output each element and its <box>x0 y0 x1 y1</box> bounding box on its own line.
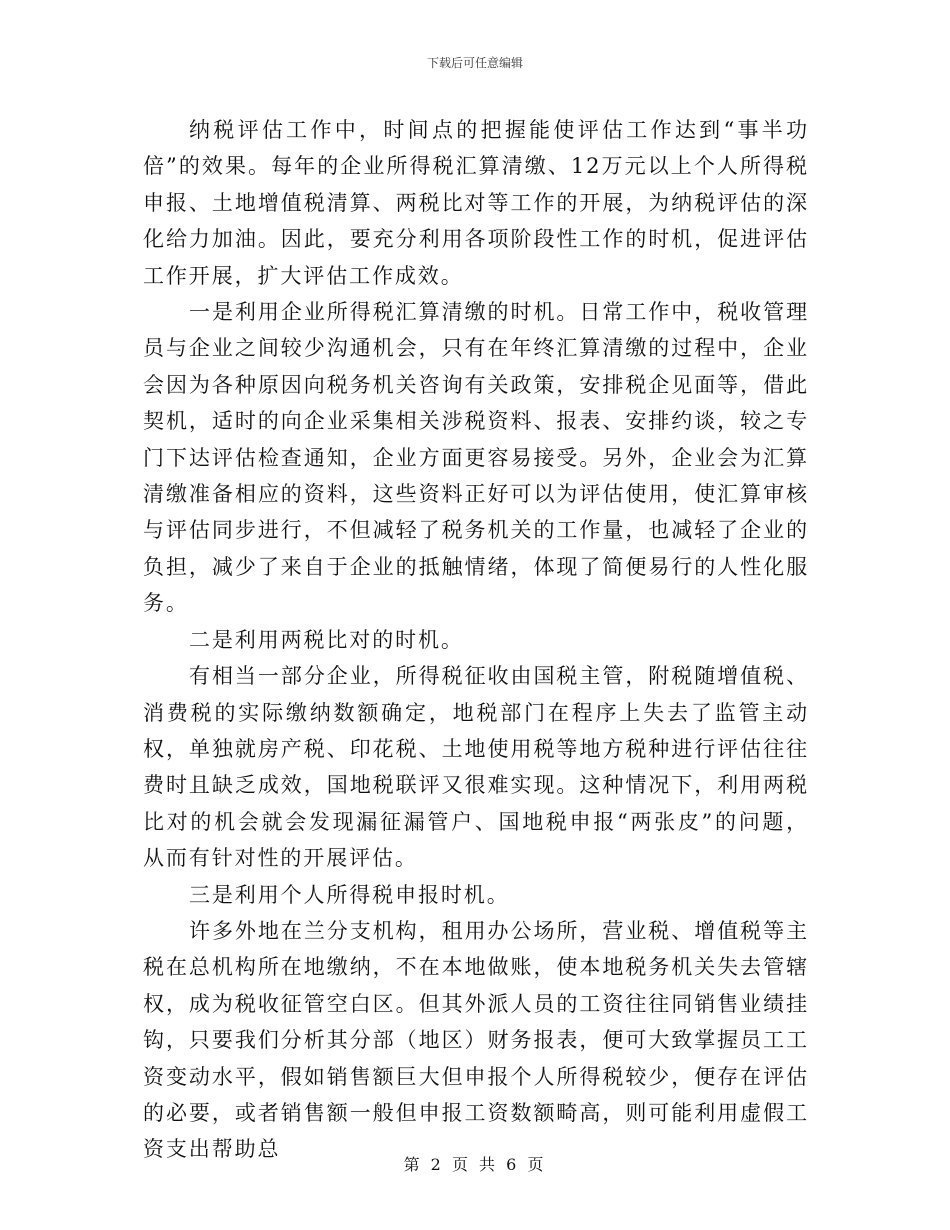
paragraph-point-two-body: 有相当一部分企业，所得税征收由国税主管，附税随增值税、消费税的实际缴纳数额确定，地税部门在程序上失去了监管主动权，单独就房产税、印花税、土地使用税等地方税种进行评估往往费时且缺乏成效，国地税联评又很难实现。这种情况下，利用两税比对的机会就会发现漏征漏管户、国地税申报“两张皮”的问题，从而有针对性的开展评估。 <box>143 664 809 871</box>
paragraph-point-two-heading: 二是利用两税比对的时机。 <box>189 627 464 652</box>
body-text <box>143 112 809 1168</box>
page-number-footer: 第 2 页 共 6 页 <box>403 1155 547 1174</box>
paragraph-point-three-body: 许多外地在兰分支机构，租用办公场所，营业税、增值税等主税在总机构所在地缴纳，不在本地做账，使本地税务机关失去管辖权，成为税收征管空白区。但其外派人员的工资往往同销售业绩挂钩，只要我们分析其分部（地区）财务报表，便可大致掌握员工工资变动水平，假如销售额巨大但申报个人所得税较少，便存在评估的必要，或者销售额一般但申报工资数额畸高，则可能利用虚假工资支出帮助总 <box>143 918 809 1162</box>
paragraph-point-three-heading: 三是利用个人所得税申报时机。 <box>189 882 510 907</box>
header-note: 下载后可任意编辑 <box>426 56 523 70</box>
paragraph-intro: 纳税评估工作中，时间点的把握能使评估工作达到“事半功倍”的效果。每年的企业所得税汇算清缴、12万元以上个人所得税申报、土地增值税清算、两税比对等工作的开展，为纳税评估的深化给力加油。因此，要充分利用各项阶段性工作的时机，促进评估工作开展，扩大评估工作成效。 <box>143 118 809 288</box>
paragraph-point-one: 一是利用企业所得税汇算清缴的时机。日常工作中，税收管理员与企业之间较少沟通机会，只有在年终汇算清缴的过程中，企业会因为各种原因向税务机关咨询有关政策，安排税企见面等，借此契机，适时的向企业采集相关涉税资料、报表、安排约谈，较之专门下达评估检查通知，企业方面更容易接受。另外，企业会为汇算清缴准备相应的资料，这些资料正好可以为评估使用，使汇算审核与评估同步进行，不但减轻了税务机关的工作量，也减轻了企业的负担，减少了来自于企业的抵触情绪，体现了简便易行的人性化服务。 <box>143 300 809 616</box>
